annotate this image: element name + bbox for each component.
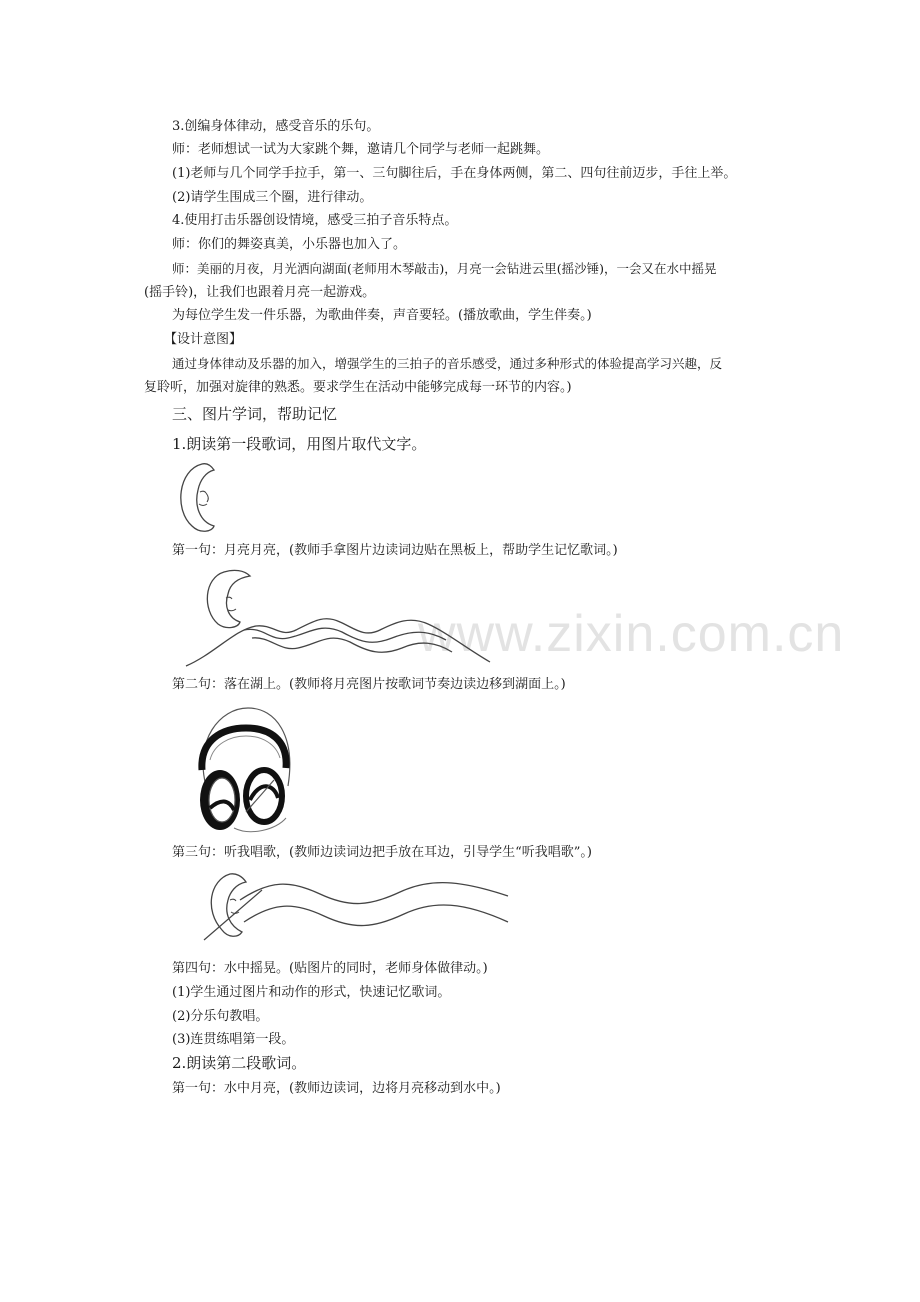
moon-on-lake-picture <box>184 566 494 670</box>
phrase-2-line: 第二句：落在湖上。(教师将月亮图片按歌词节奏边读边移到湖面上。) <box>172 677 566 692</box>
step-3-heading: 3.创编身体律动，感受音乐的乐句。 <box>172 119 380 134</box>
teacher-line-moon-night: 师：美丽的月夜，月光洒向湖面(老师用木琴敲击)，月亮一会钻进云里(摇沙锤)，一会又在水中摇晃 <box>172 261 717 276</box>
item-1-dance: (1)老师与几个同学手拉手，第一、三句脚往后，手在身体两侧，第二、四句往前迈步，手往上举。 <box>172 166 737 181</box>
headphones-icon <box>190 700 300 840</box>
step-4-heading: 4.使用打击乐器创设情境，感受三拍子音乐特点。 <box>172 213 458 228</box>
verse-2-phrase-1-line: 第一句：水中月亮，(教师边读词，边将月亮移动到水中。) <box>172 1081 501 1096</box>
step-1-heading: 1.朗读第一段歌词，用图片取代文字。 <box>172 435 427 453</box>
moon-in-water-picture <box>200 870 512 944</box>
teacher-line-instruments: 师：你们的舞姿真美，小乐器也加入了。 <box>172 237 407 252</box>
design-intent-text-cont: 复聆听，加强对旋律的熟悉。要求学生在活动中能够完成每一环节的内容。) <box>144 380 572 395</box>
phrase-3-line: 第三句：听我唱歌，(教师边读词边把手放在耳边，引导学生“听我唱歌”。) <box>172 845 592 860</box>
item-2-circles: (2)请学生围成三个圈，进行律动。 <box>172 190 373 205</box>
design-intent-heading: 【设计意图】 <box>164 332 243 347</box>
crescent-moon-picture <box>172 462 232 536</box>
item-3-practice: (3)连贯练唱第一段。 <box>172 1032 295 1047</box>
step-2-heading: 2.朗读第二段歌词。 <box>172 1054 307 1072</box>
section-3-heading: 三、图片学词，帮助记忆 <box>172 405 338 423</box>
design-intent-text: 通过身体律动及乐器的加入，增强学生的三拍子的音乐感受，通过多种形式的体验提高学习兴趣，反 <box>172 356 723 371</box>
teacher-line-moon-night-cont: (摇手铃)，让我们也跟着月亮一起游戏。 <box>144 285 376 300</box>
item-2-teach: (2)分乐句教唱。 <box>172 1009 269 1024</box>
item-1-memorize: (1)学生通过图片和动作的形式，快速记忆歌词。 <box>172 985 451 1000</box>
watermark: www.zixin.com.cn <box>418 605 845 663</box>
phrase-4-line: 第四句：水中摇晃。(贴图片的同时，老师身体做律动。) <box>172 961 488 976</box>
instrument-instruction: 为每位学生发一件乐器，为歌曲伴奏，声音要轻。(播放歌曲，学生伴奏。) <box>172 308 592 323</box>
phrase-1-line: 第一句：月亮月亮，(教师手拿图片边读词边贴在黑板上，帮助学生记忆歌词。) <box>172 543 618 558</box>
teacher-line-dance: 师：老师想试一试为大家跳个舞，邀请几个同学与老师一起跳舞。 <box>172 142 550 157</box>
